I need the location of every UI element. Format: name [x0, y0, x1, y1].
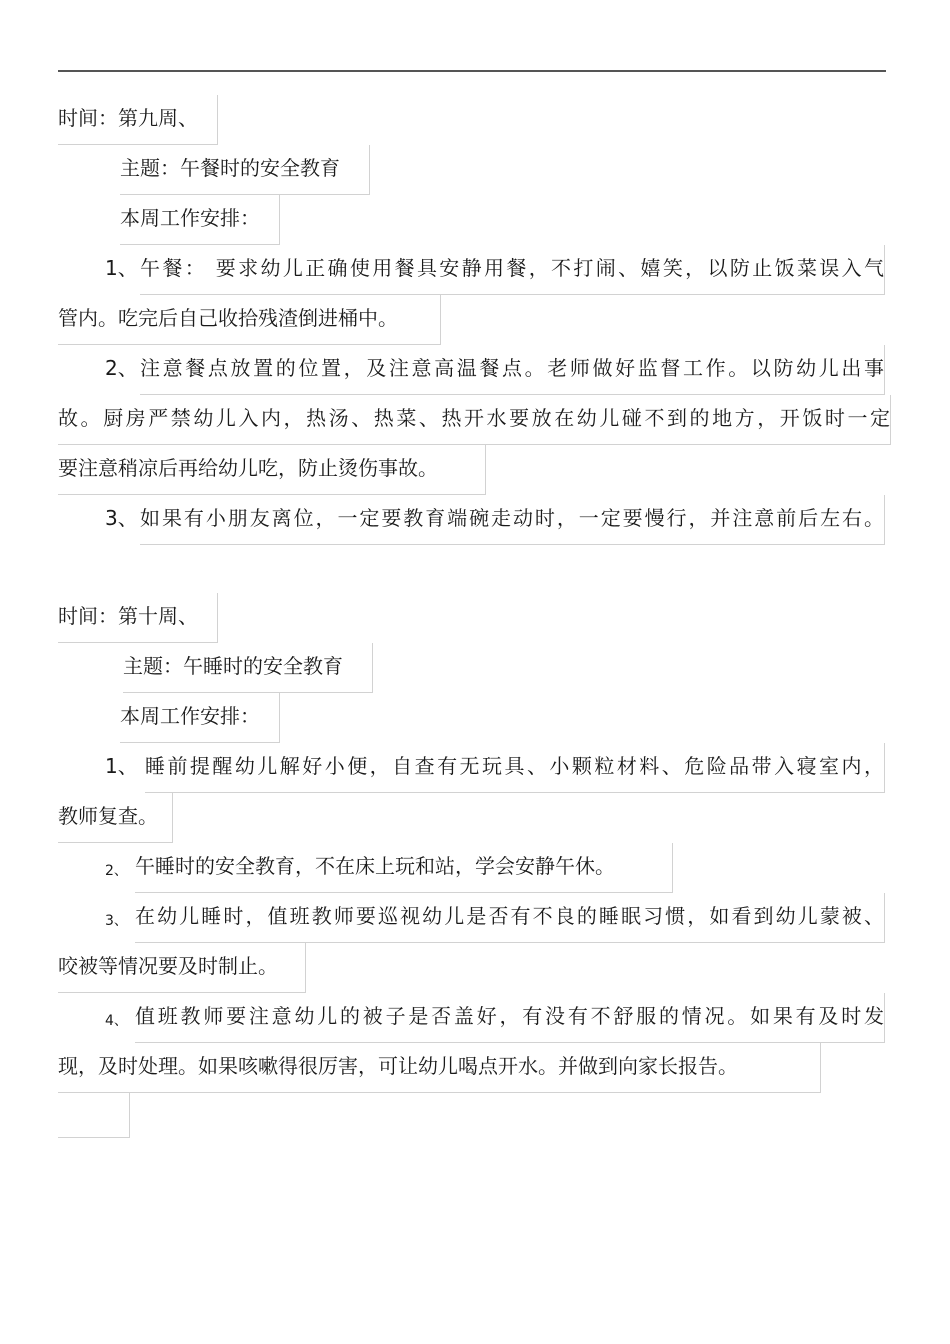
week10-item4-number: 4、 [105, 1013, 128, 1029]
week10-item3-text: 在幼儿睡时，值班教师要巡视幼儿是否有不良的睡眠习惯，如看到幼儿蒙被、 [135, 893, 885, 943]
week10-item3-number: 3、 [105, 913, 128, 929]
header-rule [58, 70, 886, 72]
week10-time: 时间：第十周、 [58, 593, 218, 643]
week10-topic: 主题：午睡时的安全教育 [123, 643, 373, 693]
week9-item1-number: 1、 [105, 256, 138, 280]
week10-arrange: 本周工作安排： [120, 693, 280, 743]
week9-item2-text: 注意餐点放置的位置，及注意高温餐点。老师做好监督工作。以防幼儿出事 [140, 345, 885, 395]
week9-arrange: 本周工作安排： [120, 195, 280, 245]
week10-item1-text: 睡前提醒幼儿解好小便，自查有无玩具、小颗粒材料、危险品带入寝室内， [145, 743, 885, 793]
week9-item3-number: 3、 [105, 506, 138, 530]
week9-item2-number: 2、 [105, 356, 138, 380]
week10-item3-text-cont: 咬被等情况要及时制止。 [58, 943, 306, 993]
week9-item1-text: 午餐： 要求幼儿正确使用餐具安静用餐，不打闹、嬉笑，以防止饭菜误入气 [140, 245, 885, 295]
week9-item3-text: 如果有小朋友离位，一定要教育端碗走动时，一定要慢行，并注意前后左右。 [140, 495, 885, 545]
empty-text-box [58, 1093, 130, 1138]
week10-item2-number: 2、 [105, 863, 128, 879]
week10-item4-text-cont: 现，及时处理。如果咳嗽得很厉害，可让幼儿喝点开水。并做到向家长报告。 [58, 1043, 821, 1093]
week9-topic: 主题：午餐时的安全教育 [120, 145, 370, 195]
week9-item1-text-cont: 管内。吃完后自己收拾残渣倒进桶中。 [58, 295, 441, 345]
week9-item2-text-cont: 故。厨房严禁幼儿入内，热汤、热菜、热开水要放在幼儿碰不到的地方，开饭时一定 [58, 395, 891, 445]
week9-time: 时间：第九周、 [58, 95, 218, 145]
week10-item1-number: 1、 [105, 754, 138, 778]
week10-item2-text: 午睡时的安全教育，不在床上玩和站，学会安静午休。 [135, 843, 673, 893]
week10-item4-text: 值班教师要注意幼儿的被子是否盖好，有没有不舒服的情况。如果有及时发 [135, 993, 885, 1043]
week9-item2-text-cont2: 要注意稍凉后再给幼儿吃，防止烫伤事故。 [58, 445, 486, 495]
week10-item1-text-cont: 教师复查。 [58, 793, 173, 843]
